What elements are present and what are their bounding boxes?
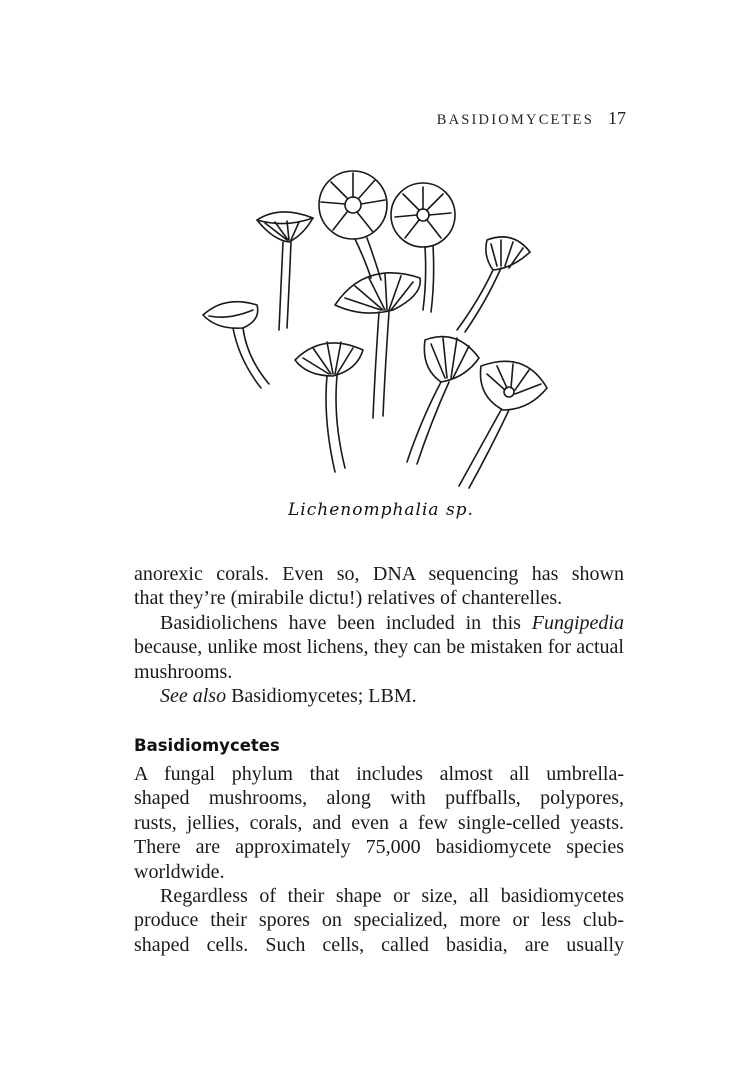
text-line: A fungal phylum that includes almost all umbrella-	[134, 763, 624, 785]
paragraph-text: because, unlike most lichens, they can be mistaken for actual mushrooms.	[134, 636, 624, 683]
book-title: Fungipedia	[531, 611, 624, 634]
running-head-section: BASIDIOMYCETES	[436, 112, 594, 128]
text-line: shaped mushrooms, along with puffballs, polypores,	[134, 787, 624, 810]
text-line: Regardless of their shape or size, all basidiomycetes	[160, 885, 624, 908]
text-line: shaped cells. Such cells, called basidia, are usually	[134, 933, 624, 956]
mushroom-illustration-icon	[195, 160, 575, 500]
paragraph-text: Basidiolichens have been included in this	[160, 611, 532, 634]
text-line: produce their spores on specialized, more or less club-	[134, 909, 624, 932]
text-line: worldwide.	[134, 860, 225, 883]
see-also	[134, 684, 624, 708]
paragraph	[134, 762, 624, 884]
illustration-caption: Lichenomphalia sp.	[288, 500, 474, 520]
text-line: anorexic corals. Even so, DNA sequencing has shown	[134, 563, 624, 585]
entry-text	[134, 762, 624, 957]
mushroom-drawing	[257, 212, 313, 330]
text-line: rusts, jellies, corals, and even a few single-celled yeasts.	[134, 811, 624, 834]
see-also-text: Basidiomycetes; LBM.	[226, 685, 417, 708]
see-also-label: See also	[160, 685, 227, 708]
text-line: There are approximately 75,000 basidiomycete species	[134, 836, 624, 859]
paragraph	[134, 611, 624, 684]
page-number: 17	[608, 108, 626, 128]
entry-heading: Basidiomycetes	[134, 736, 280, 755]
running-head	[437, 108, 626, 129]
continued-entry-text	[134, 562, 624, 708]
text-line: that they’re (mirabile dictu!) relatives of chanterelles.	[134, 587, 563, 610]
paragraph	[134, 884, 624, 957]
